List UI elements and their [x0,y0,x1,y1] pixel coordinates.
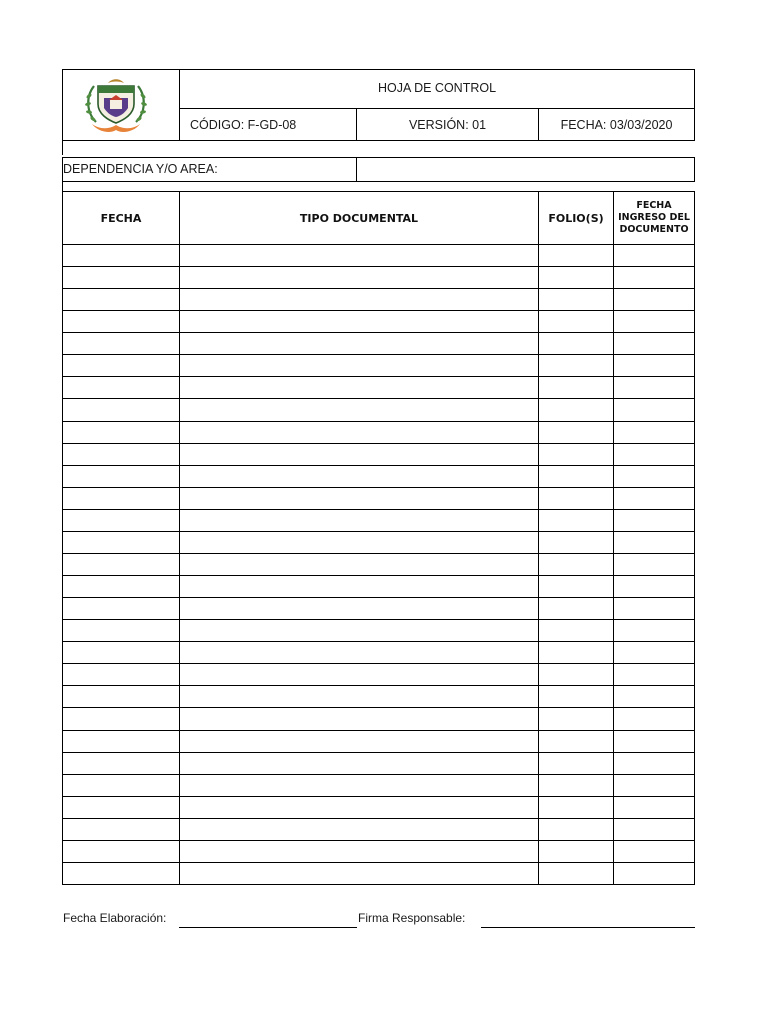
cell-fecha[interactable] [63,642,179,663]
cell-folios[interactable] [539,775,613,796]
cell-tipo-documental[interactable] [180,841,538,862]
cell-fecha[interactable] [63,532,179,553]
cell-fecha-ingreso[interactable] [614,333,694,354]
column-header-fecha-ingreso [614,192,694,244]
cell-folios[interactable] [539,731,613,752]
dependency-label: DEPENDENCIA Y/O AREA: [63,162,218,176]
cell-tipo-documental[interactable] [180,686,538,707]
cell-tipo-documental[interactable] [180,731,538,752]
cell-fecha-ingreso[interactable] [614,708,694,729]
cell-fecha-ingreso[interactable] [614,399,694,420]
cell-folios[interactable] [539,289,613,310]
cell-folios[interactable] [539,377,613,398]
cell-fecha-ingreso[interactable] [614,311,694,332]
cell-fecha-ingreso[interactable] [614,686,694,707]
cell-tipo-documental[interactable] [180,267,538,288]
cell-folios[interactable] [539,267,613,288]
cell-tipo-documental[interactable] [180,377,538,398]
cell-tipo-documental[interactable] [180,863,538,884]
cell-fecha[interactable] [63,510,179,531]
cell-folios[interactable] [539,863,613,884]
cell-tipo-documental[interactable] [180,510,538,531]
cell-folios[interactable] [539,510,613,531]
column-header-fecha: FECHA [100,211,142,225]
cell-fecha-ingreso[interactable] [614,488,694,509]
cell-tipo-documental[interactable] [180,554,538,575]
cell-fecha[interactable] [63,399,179,420]
footer-date-line[interactable] [179,927,357,928]
cell-fecha[interactable] [63,355,179,376]
cell-folios[interactable] [539,422,613,443]
cell-fecha-ingreso[interactable] [614,355,694,376]
cell-fecha-ingreso[interactable] [614,466,694,487]
cell-fecha-ingreso[interactable] [614,554,694,575]
cell-tipo-documental[interactable] [180,532,538,553]
cell-folios[interactable] [539,708,613,729]
form-title: HOJA DE CONTROL [377,81,497,95]
cell-tipo-documental[interactable] [180,466,538,487]
cell-fecha[interactable] [63,245,179,266]
cell-tipo-documental[interactable] [180,289,538,310]
cell-tipo-documental[interactable] [180,598,538,619]
cell-fecha-ingreso[interactable] [614,532,694,553]
cell-fecha[interactable] [63,422,179,443]
cell-fecha[interactable] [63,819,179,840]
cell-folios[interactable] [539,466,613,487]
cell-folios[interactable] [539,488,613,509]
cell-fecha[interactable] [63,289,179,310]
cell-folios[interactable] [539,333,613,354]
cell-fecha[interactable] [63,686,179,707]
cell-fecha-ingreso[interactable] [614,775,694,796]
cell-folios[interactable] [539,355,613,376]
cell-folios[interactable] [539,311,613,332]
cell-fecha[interactable] [63,444,179,465]
cell-folios[interactable] [539,576,613,597]
dependency-field[interactable] [360,162,690,178]
cell-fecha-ingreso[interactable] [614,863,694,884]
row-divider [62,884,695,885]
column-header-fecha-ingreso-line-2: INGRESO DEL [618,212,690,223]
cell-tipo-documental[interactable] [180,399,538,420]
cell-fecha-ingreso[interactable] [614,422,694,443]
cell-folios[interactable] [539,444,613,465]
cell-fecha-ingreso[interactable] [614,642,694,663]
cell-fecha[interactable] [63,731,179,752]
cell-folios[interactable] [539,686,613,707]
cell-fecha[interactable] [63,753,179,774]
cell-fecha-ingreso[interactable] [614,444,694,465]
cell-fecha-ingreso[interactable] [614,377,694,398]
cell-fecha[interactable] [63,797,179,818]
cell-tipo-documental[interactable] [180,245,538,266]
footer-signature-line[interactable] [481,927,695,928]
cell-tipo-documental[interactable] [180,708,538,729]
column-header-folios: FOLIO(S) [548,211,604,225]
cell-fecha[interactable] [63,775,179,796]
cell-fecha-ingreso[interactable] [614,267,694,288]
cell-tipo-documental[interactable] [180,488,538,509]
cell-fecha[interactable] [63,664,179,685]
cell-folios[interactable] [539,642,613,663]
cell-tipo-documental[interactable] [180,355,538,376]
cell-folios[interactable] [539,753,613,774]
cell-fecha[interactable] [63,554,179,575]
cell-fecha-ingreso[interactable] [614,620,694,641]
cell-fecha-ingreso[interactable] [614,841,694,862]
cell-tipo-documental[interactable] [180,797,538,818]
cell-fecha-ingreso[interactable] [614,576,694,597]
cell-tipo-documental[interactable] [180,333,538,354]
cell-fecha[interactable] [63,333,179,354]
cell-fecha-ingreso[interactable] [614,289,694,310]
form-date: FECHA: 03/03/2020 [560,118,673,132]
cell-fecha-ingreso[interactable] [614,731,694,752]
cell-tipo-documental[interactable] [180,642,538,663]
form-version: VERSIÓN: 01 [408,118,487,132]
cell-fecha[interactable] [63,863,179,884]
cell-folios[interactable] [539,532,613,553]
cell-fecha[interactable] [63,488,179,509]
cell-tipo-documental[interactable] [180,819,538,840]
cell-fecha[interactable] [63,841,179,862]
cell-folios[interactable] [539,797,613,818]
cell-fecha[interactable] [63,377,179,398]
cell-fecha-ingreso[interactable] [614,510,694,531]
cell-tipo-documental[interactable] [180,664,538,685]
cell-tipo-documental[interactable] [180,775,538,796]
cell-tipo-documental[interactable] [180,576,538,597]
cell-fecha-ingreso[interactable] [614,797,694,818]
institution-crest-icon [80,74,152,136]
cell-fecha-ingreso[interactable] [614,664,694,685]
column-header-fecha-ingreso-line-1: FECHA [636,200,672,211]
cell-folios[interactable] [539,554,613,575]
cell-tipo-documental[interactable] [180,311,538,332]
cell-fecha-ingreso[interactable] [614,819,694,840]
cell-folios[interactable] [539,598,613,619]
cell-folios[interactable] [539,245,613,266]
cell-tipo-documental[interactable] [180,620,538,641]
cell-fecha[interactable] [63,311,179,332]
cell-fecha[interactable] [63,576,179,597]
form-code: CÓDIGO: F-GD-08 [190,118,297,132]
cell-folios[interactable] [539,399,613,420]
cell-fecha-ingreso[interactable] [614,598,694,619]
cell-tipo-documental[interactable] [180,753,538,774]
cell-folios[interactable] [539,841,613,862]
footer-date-label: Fecha Elaboración: [63,911,167,925]
cell-fecha[interactable] [63,267,179,288]
cell-fecha-ingreso[interactable] [614,245,694,266]
cell-tipo-documental[interactable] [180,444,538,465]
cell-fecha[interactable] [63,598,179,619]
cell-fecha-ingreso[interactable] [614,753,694,774]
cell-fecha[interactable] [63,620,179,641]
cell-folios[interactable] [539,620,613,641]
footer-signature-label: Firma Responsable: [358,911,466,925]
column-header-tipo-documental: TIPO DOCUMENTAL [299,211,419,225]
cell-folios[interactable] [539,664,613,685]
cell-folios[interactable] [539,819,613,840]
cell-tipo-documental[interactable] [180,422,538,443]
cell-fecha[interactable] [63,708,179,729]
column-header-fecha-ingreso-line-3: DOCUMENTO [619,224,689,235]
cell-fecha[interactable] [63,466,179,487]
